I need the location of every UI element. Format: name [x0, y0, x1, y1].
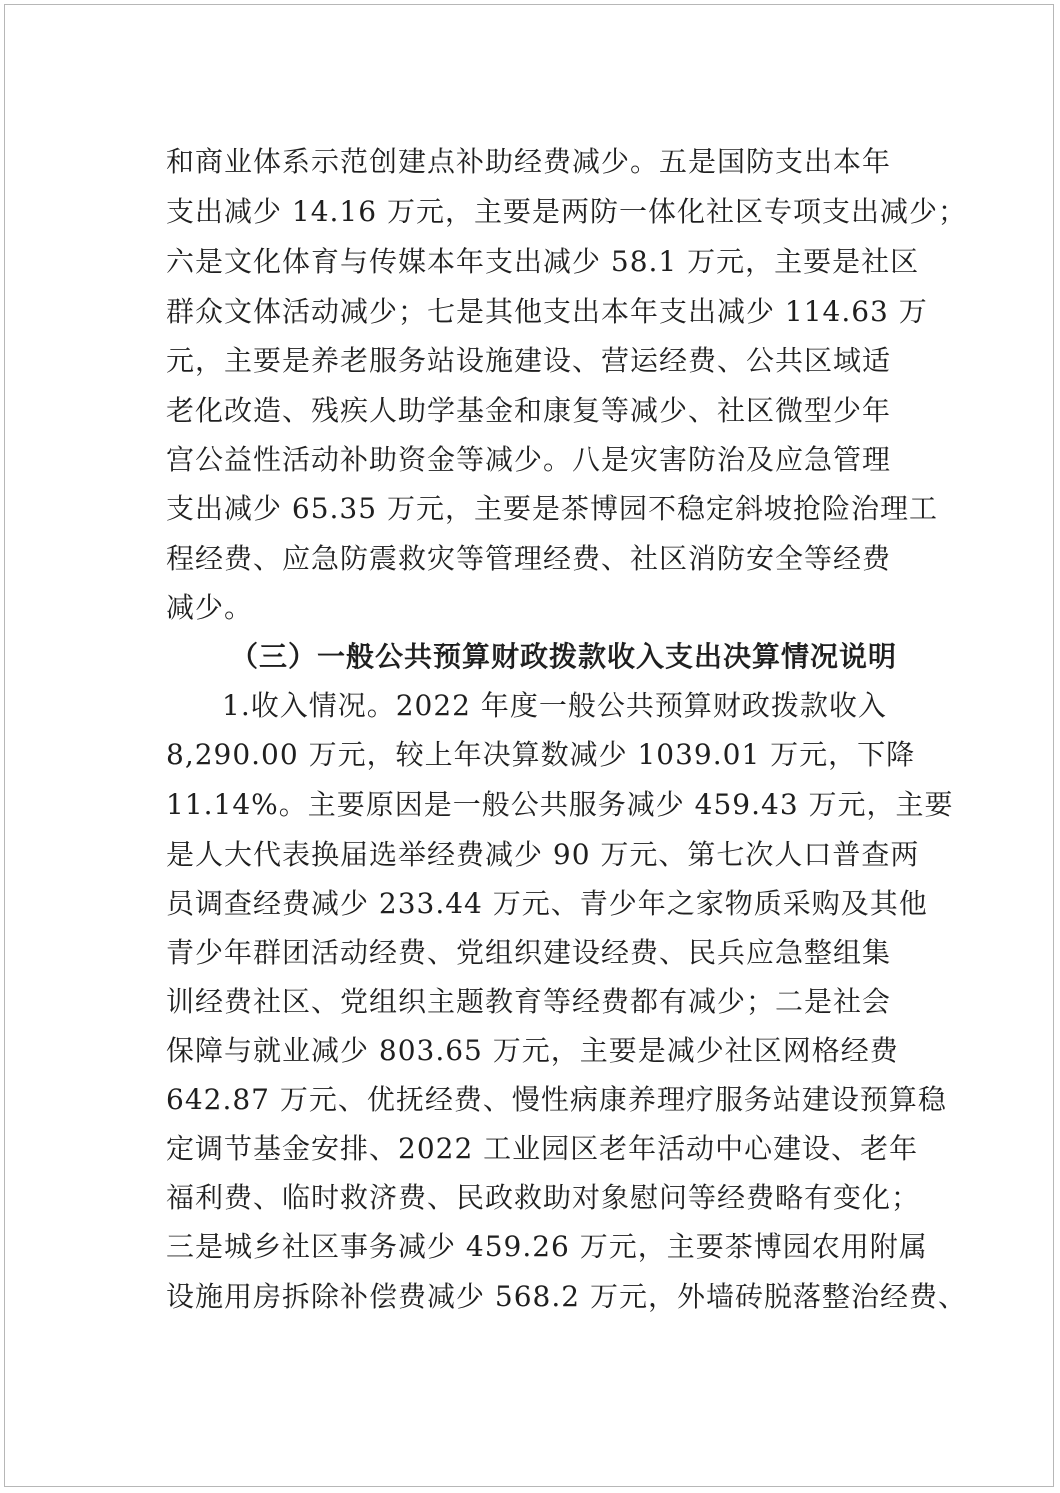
- body-line: 支出减少 14.16 万元，主要是两防一体化社区专项支出减少；: [166, 195, 967, 228]
- body-line: 设施用房拆除补偿费减少 568.2 万元，外墙砖脱落整治经费、: [166, 1280, 967, 1313]
- body-line: 老化改造、残疾人助学基金和康复等减少、社区微型少年: [166, 394, 892, 427]
- body-line: 青少年群团活动经费、党组织建设经费、民兵应急整组集: [166, 936, 892, 969]
- body-line: 8,290.00 万元，较上年决算数减少 1039.01 万元，下降: [166, 738, 916, 771]
- body-line: 保障与就业减少 803.65 万元，主要是减少社区网格经费: [166, 1034, 899, 1067]
- body-line: 福利费、临时救济费、民政救助对象慰问等经费略有变化；: [166, 1181, 921, 1214]
- body-line: 元，主要是养老服务站设施建设、营运经费、公共区域适: [166, 344, 892, 377]
- section-heading: （三）一般公共预算财政拨款收入支出决算情况说明: [230, 640, 898, 673]
- body-line: 程经费、应急防震救灾等管理经费、社区消防安全等经费: [166, 542, 892, 575]
- body-line: 定调节基金安排、2022 工业园区老年活动中心建设、老年: [166, 1132, 919, 1165]
- body-line: 训经费社区、党组织主题教育等经费都有减少；二是社会: [166, 985, 892, 1018]
- paragraph-start: 1.收入情况。2022 年度一般公共预算财政拨款收入: [222, 689, 887, 722]
- body-line: 支出减少 65.35 万元，主要是茶博园不稳定斜坡抢险治理工: [166, 492, 938, 525]
- body-line: 宫公益性活动补助资金等减少。八是灾害防治及应急管理: [166, 443, 892, 476]
- body-line: 三是城乡社区事务减少 459.26 万元，主要茶博园农用附属: [166, 1230, 928, 1263]
- body-line: 和商业体系示范创建点补助经费减少。五是国防支出本年: [166, 145, 892, 178]
- body-line: 11.14%。主要原因是一般公共服务减少 459.43 万元，主要: [166, 788, 954, 821]
- body-line: 是人大代表换届选举经费减少 90 万元、第七次人口普查两: [166, 838, 920, 871]
- body-line: 群众文体活动减少；七是其他支出本年支出减少 114.63 万: [166, 295, 928, 328]
- body-line: 员调查经费减少 233.44 万元、青少年之家物质采购及其他: [166, 887, 928, 920]
- body-line: 减少。: [166, 591, 254, 624]
- body-line: 六是文化体育与传媒本年支出减少 58.1 万元，主要是社区: [166, 245, 920, 278]
- body-line: 642.87 万元、优抚经费、慢性病康养理疗服务站建设预算稳: [166, 1083, 947, 1116]
